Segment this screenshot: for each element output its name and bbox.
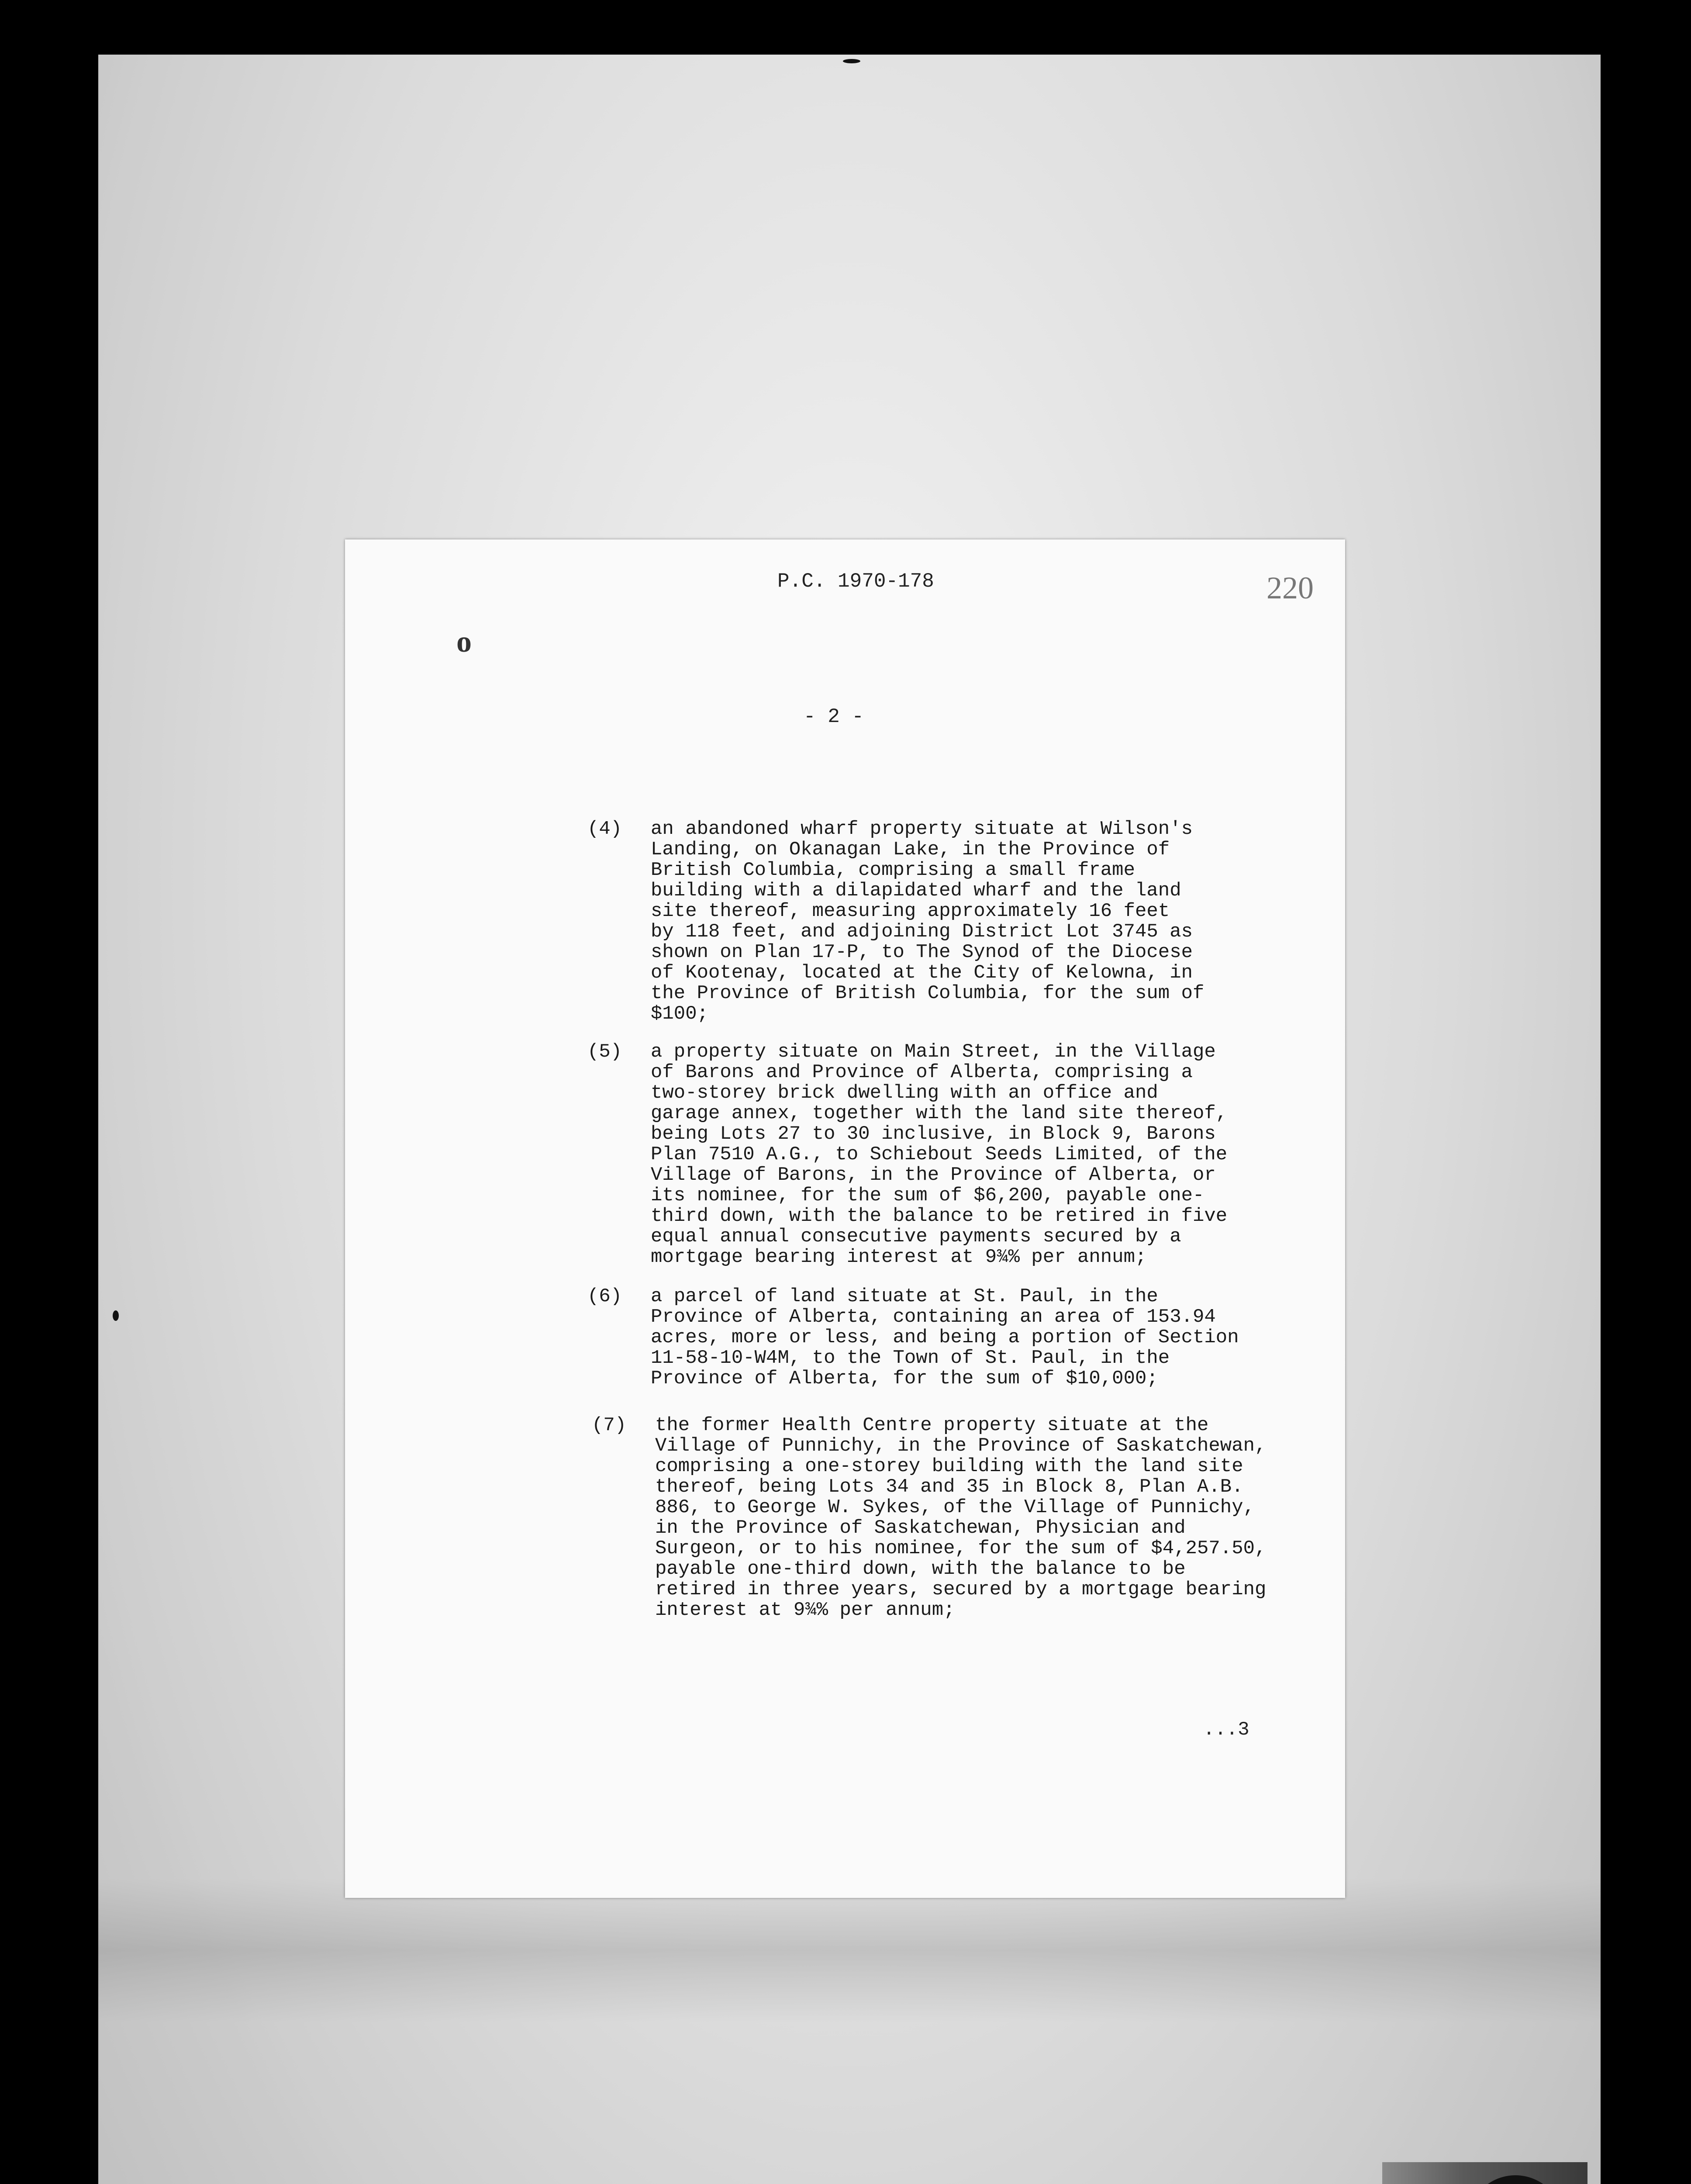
page-number: - 2 - [804,705,864,728]
paragraph-line: of Kootenay, located at the City of Kelowna, in [651,962,1193,984]
paragraph-line: 886, to George W. Sykes, of the Village of Punnichy, [655,1496,1255,1518]
dust-speck [113,1310,119,1321]
paragraph-5 [587,1041,1315,1268]
paragraph-line: interest at 9¾% per annum; [655,1599,955,1621]
dust-speck [843,59,860,63]
paragraph-number: (6) [587,1286,622,1307]
paragraph-number: (5) [587,1041,622,1063]
paragraph-4 [587,818,1315,1025]
paragraph-line: garage annex, together with the land site thereof, [651,1102,1228,1124]
paragraph-line: British Columbia, comprising a small frame [651,859,1135,881]
paragraph-line: acres, more or less, and being a portion of Section [651,1327,1239,1348]
paragraph-line: the Province of British Columbia, for the sum of [651,982,1204,1004]
paragraph-line: a parcel of land situate at St. Paul, in the [651,1286,1158,1307]
paragraph-line: being Lots 27 to 30 inclusive, in Block 9, Barons [651,1123,1216,1145]
hole-mark: o [456,625,472,659]
paragraph-line: an abandoned wharf property situate at Wilson's [651,818,1193,840]
document-id: P.C. 1970-178 [777,570,934,593]
paragraph-line: site thereof, measuring approximately 16 feet [651,900,1170,922]
paragraph-line: equal annual consecutive payments secured by a [651,1226,1181,1248]
paragraph-line: a property situate on Main Street, in the Village [651,1041,1216,1063]
paragraph-7 [592,1414,1319,1621]
paragraph-line: Landing, on Okanagan Lake, in the Province of [651,839,1170,860]
paragraph-line: the former Health Centre property situate at the [655,1414,1209,1436]
archive-tab [1382,2162,1587,2184]
paragraph-line: Province of Alberta, containing an area of 153.94 [651,1306,1216,1328]
paragraph-line: building with a dilapidated wharf and the land [651,880,1181,902]
paragraph-line: Village of Barons, in the Province of Alberta, or [651,1164,1216,1186]
paragraph-number: (7) [592,1414,627,1436]
paragraph-line: thereof, being Lots 34 and 35 in Block 8, Plan A.B. [655,1476,1243,1498]
paragraph-line: mortgage bearing interest at 9¾% per annum; [651,1246,1147,1268]
paragraph-line: its nominee, for the sum of $6,200, payable one- [651,1185,1204,1206]
paragraph-line: 11-58-10-W4M, to the Town of St. Paul, in the [651,1347,1170,1369]
paragraph-line: Province of Alberta, for the sum of $10,000; [651,1368,1158,1389]
paragraph-line: by 118 feet, and adjoining District Lot 3745 as [651,921,1193,943]
paragraph-line: two-storey brick dwelling with an office and [651,1082,1158,1104]
paragraph-line: retired in three years, secured by a mortgage bearing [655,1579,1267,1600]
microfilm-logo-icon [1467,2175,1563,2184]
paragraph-line: shown on Plan 17-P, to The Synod of the Diocese [651,941,1193,963]
paragraph-line: payable one-third down, with the balance to be [655,1558,1186,1580]
paragraph-line: in the Province of Saskatchewan, Physician and [655,1517,1186,1539]
paragraph-line: comprising a one-storey building with the land site [655,1455,1243,1477]
continued-marker: ...3 [1203,1719,1249,1741]
paragraph-line: $100; [651,1003,709,1025]
paragraph-line: of Barons and Province of Alberta, comprising a [651,1061,1193,1083]
paragraph-line: Plan 7510 A.G., to Schiebout Seeds Limited, of the [651,1144,1228,1165]
paragraph-line: third down, with the balance to be retired in five [651,1205,1228,1227]
mount-shadow-band [98,1878,1601,2022]
paragraph-line: Surgeon, or to his nominee, for the sum of $4,257.50, [655,1538,1267,1559]
paragraph-number: (4) [587,818,622,840]
paragraph-6 [587,1286,1315,1389]
document-page [345,539,1345,1898]
page-stamp: 220 [1267,570,1314,605]
paragraph-line: Village of Punnichy, in the Province of Saskatchewan, [655,1435,1267,1457]
